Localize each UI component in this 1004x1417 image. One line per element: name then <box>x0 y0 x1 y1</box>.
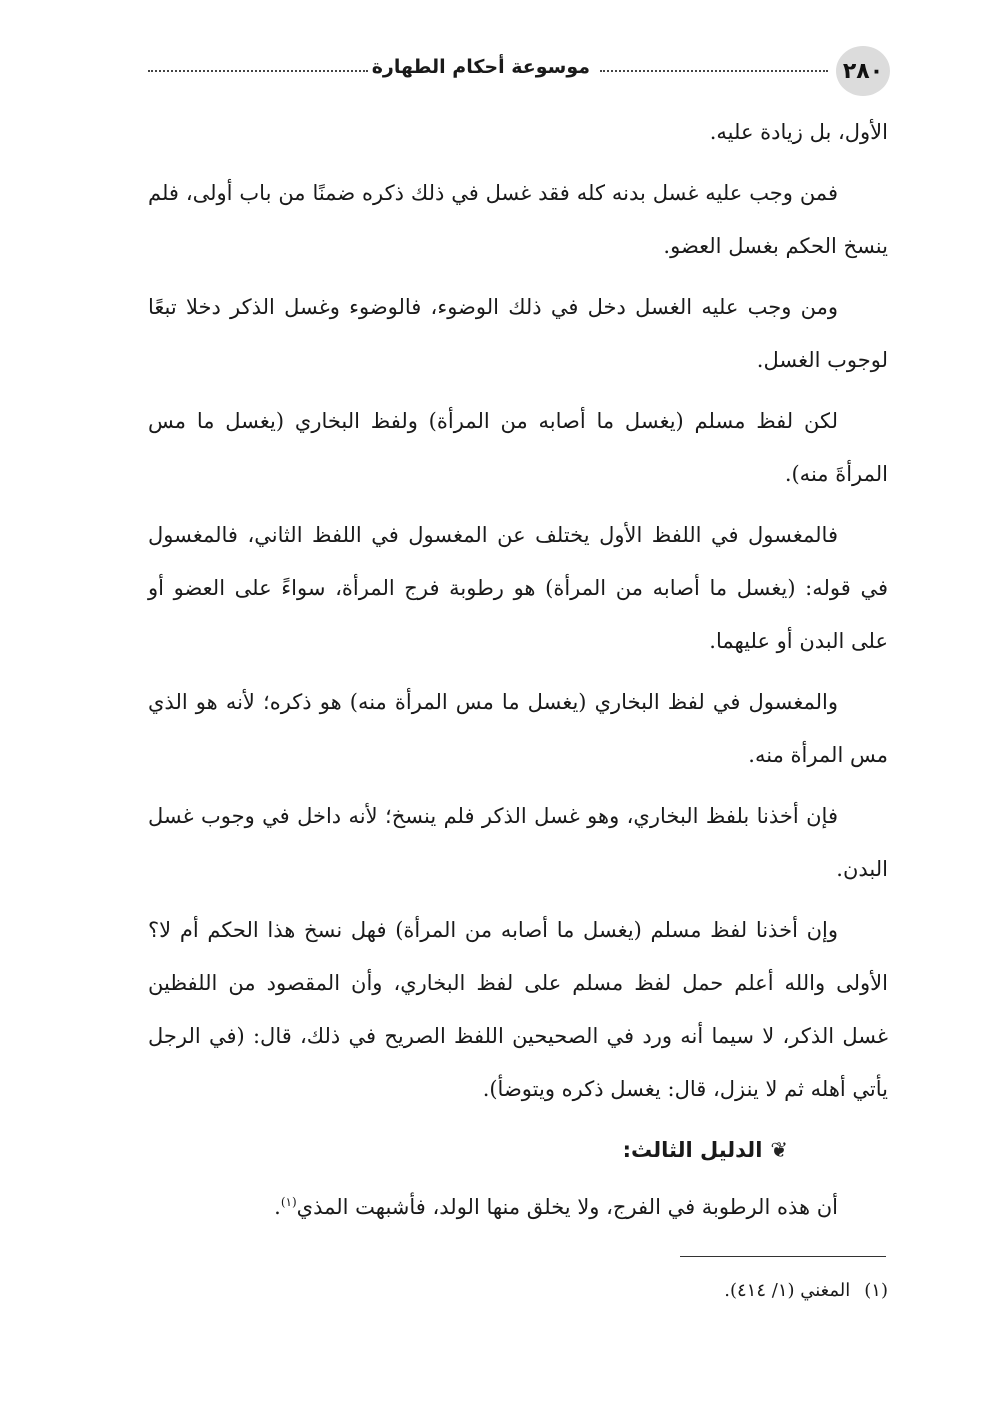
leaf-ornament-icon: ❦ <box>770 1138 788 1162</box>
header-dotted-rule-right <box>600 70 828 72</box>
footnote-marker: (١) <box>864 1280 888 1301</box>
footnote-text: المغني (١/ ٤١٤). <box>724 1280 851 1301</box>
header-dotted-rule-left <box>148 70 368 72</box>
footnote-separator <box>680 1256 886 1257</box>
paragraph: فالمغسول في اللفظ الأول يختلف عن المغسول في اللفظ الثاني، فالمغسول في قوله: (يغسل ما أصابه من المرأة) هو رطوبة فرج المرأة، سواءً على العضو أو على البدن أو عليهما. <box>148 523 888 653</box>
section-heading-label: الدليل الثالث: <box>622 1138 763 1162</box>
book-title: موسوعة أحكام الطهارة <box>371 56 590 78</box>
final-paragraph-text: أن هذه الرطوبة في الفرج، ولا يخلق منها الولد، فأشبهت المذي <box>296 1195 838 1219</box>
paragraph: والمغسول في لفظ البخاري (يغسل ما مس المرأة منه) هو ذكره؛ لأنه هو الذي مس المرأة منه. <box>148 690 888 767</box>
section-heading <box>148 1124 888 1177</box>
final-paragraph <box>148 1181 888 1234</box>
page-body <box>148 106 888 1242</box>
page-header <box>148 46 890 96</box>
paragraph: ومن وجب عليه الغسل دخل في ذلك الوضوء، فالوضوء وغسل الذكر دخلا تبعًا لوجوب الغسل. <box>148 295 888 372</box>
paragraph: فمن وجب عليه غسل بدنه كله فقد غسل في ذلك ذكره ضمنًا من باب أولى، فلم ينسخ الحكم بغسل العضو. <box>148 181 888 258</box>
page-number-badge: ٢٨٠ <box>836 46 890 96</box>
paragraph: الأول، بل زيادة عليه. <box>709 120 888 144</box>
footnote-reference[interactable]: (١) <box>280 1195 297 1209</box>
paragraph: لكن لفظ مسلم (يغسل ما أصابه من المرأة) ولفظ البخاري (يغسل ما مس المرأةَ منه). <box>148 409 888 486</box>
final-paragraph-end: . <box>274 1195 281 1219</box>
footnote <box>148 1275 888 1307</box>
paragraph: فإن أخذنا بلفظ البخاري، وهو غسل الذكر فلم ينسخ؛ لأنه داخل في وجوب غسل البدن. <box>148 804 888 881</box>
paragraph: وإن أخذنا لفظ مسلم (يغسل ما أصابه من المرأة) فهل نسخ هذا الحكم أم لا؟ الأولى والله أعلم حمل لفظ مسلم على لفظ البخاري، وأن المقصود من اللفظين غسل الذكر، لا سيما أنه ورد في الصحيحين اللفظ الصريح في ذلك، قال: (في الرجل يأتي أهله ثم لا ينزل، قال: يغسل ذكره ويتوضأ). <box>148 918 888 1101</box>
